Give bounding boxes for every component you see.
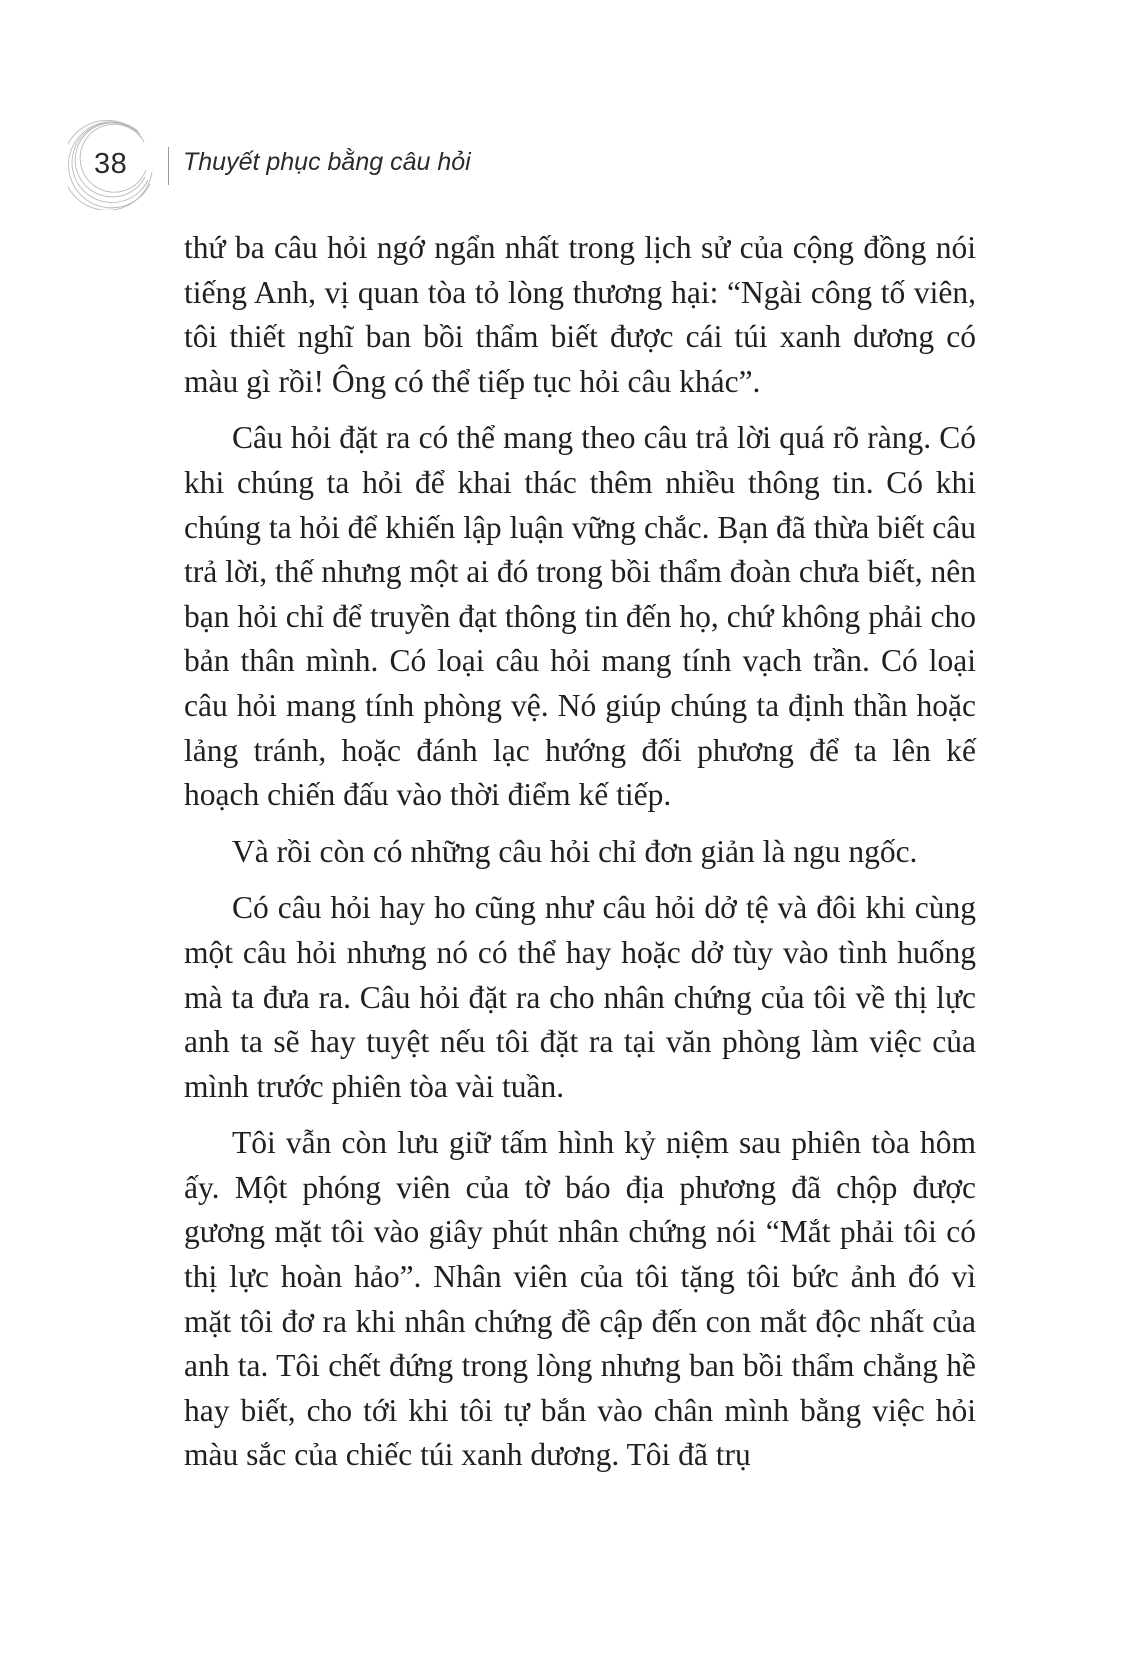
header-divider [168, 147, 169, 185]
paragraph: Tôi vẫn còn lưu giữ tấm hình kỷ niệm sau phiên tòa hôm ấy. Một phóng viên của tờ báo địa phương đã chộp được gương mặt tôi vào giây phút nhân chứng nói “Mắt phải tôi có thị lực hoàn hảo”. Nhân viên của tôi tặng tôi bức ảnh đó vì mặt tôi đơ ra khi nhân chứng đề cập đến con mắt độc nhất của anh ta. Tôi chết đứng trong lòng nhưng ban bồi thẩm chẳng hề hay biết, cho tới khi tôi tự bắn vào chân mình bằng việc hỏi màu sắc của chiếc túi xanh dương. Tôi đã trụ [184, 1125, 976, 1473]
paragraph: thứ ba câu hỏi ngớ ngẩn nhất trong lịch sử của cộng đồng nói tiếng Anh, vị quan tòa tỏ lòng thương hại: “Ngài công tố viên, tôi thiết nghĩ ban bồi thẩm biết được cái túi xanh dương có màu gì rồi! Ông có thể tiếp tục hỏi câu khác”. [184, 230, 976, 399]
running-title: Thuyết phục bằng câu hỏi [183, 148, 471, 176]
page-header [68, 120, 968, 210]
paragraph: Câu hỏi đặt ra có thể mang theo câu trả lời quá rõ ràng. Có khi chúng ta hỏi để khai thác thêm nhiều thông tin. Có khi chúng ta hỏi để khiến lập luận vững chắc. Bạn đã thừa biết câu trả lời, thế nhưng một ai đó trong bồi thẩm đoàn chưa biết, nên bạn hỏi chỉ để truyền đạt thông tin đến họ, chứ không phải cho bản thân mình. Có loại câu hỏi mang tính vạch trần. Có loại câu hỏi mang tính phòng vệ. Nó giúp chúng ta định thần hoặc lảng tránh, hoặc đánh lạc hướng đối phương để ta lên kế hoạch chiến đấu vào thời điểm kế tiếp. [184, 420, 976, 813]
paragraph: Và rồi còn có những câu hỏi chỉ đơn giản là ngu ngốc. [232, 833, 918, 869]
paragraph: Có câu hỏi hay ho cũng như câu hỏi dở tệ và đôi khi cùng một câu hỏi nhưng nó có thể hay hoặc dở tùy vào tình huống mà ta đưa ra. Câu hỏi đặt ra cho nhân chứng của tôi về thị lực anh ta sẽ hay tuyệt nếu tôi đặt ra tại văn phòng làm việc của mình trước phiên tòa vài tuần. [184, 890, 976, 1104]
page-number: 38 [94, 148, 128, 180]
page-body [184, 226, 976, 1490]
